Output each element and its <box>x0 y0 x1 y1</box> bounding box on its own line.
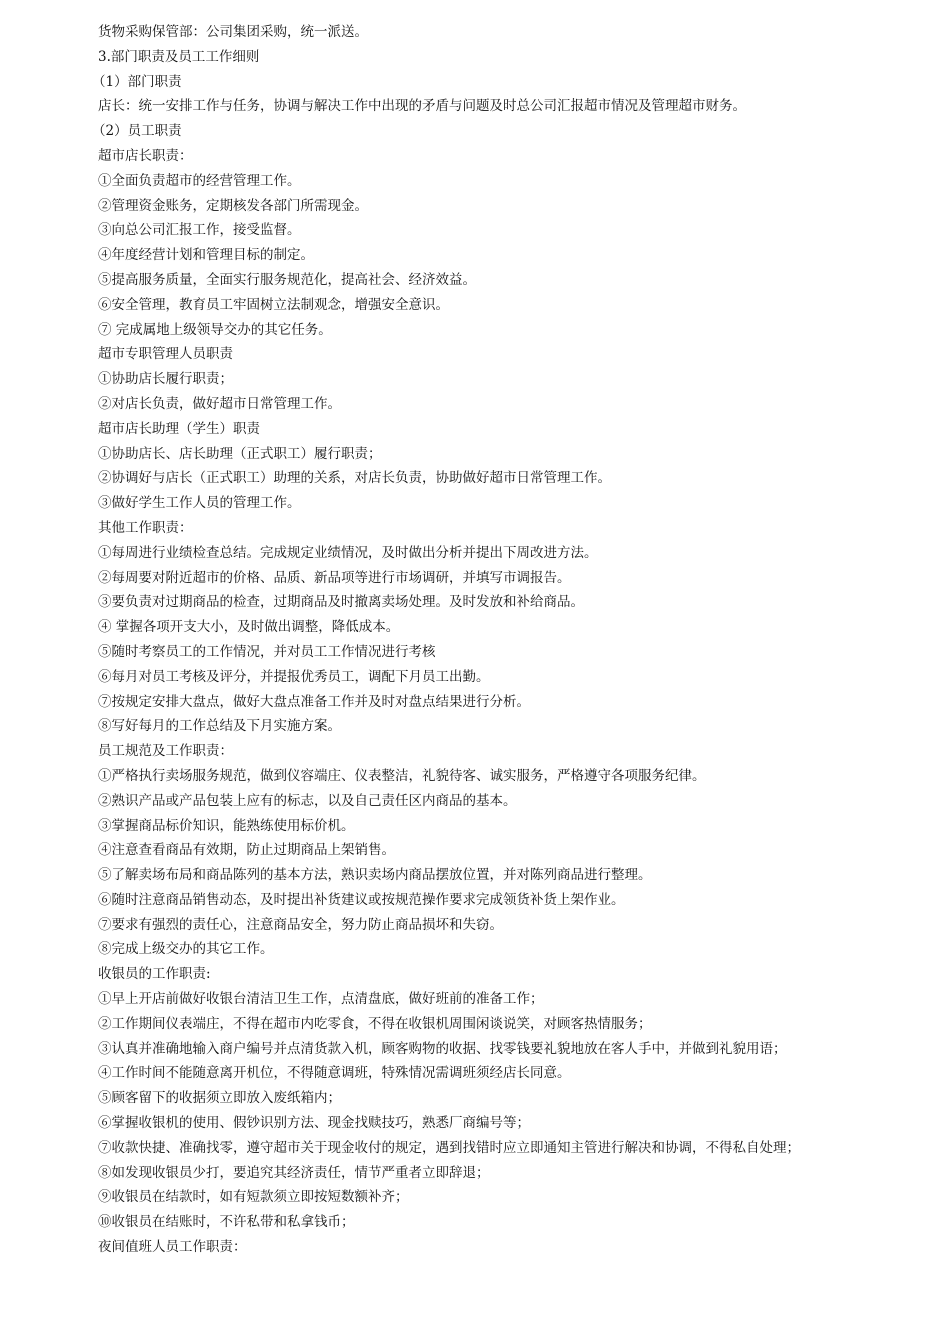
subsection-heading: （2）员工职责 <box>92 123 182 140</box>
list-item: ②协调好与店长（正式职工）助理的关系，对店长负责，协助做好超市日常管理工作。 <box>98 470 611 487</box>
list-item: ⑨收银员在结款时，如有短款须立即按短数额补齐； <box>98 1189 409 1206</box>
document-page <box>0 20 950 1260</box>
list-item: ①每周进行业绩检查总结。完成规定业绩情况，及时做出分析并提出下周改进方法。 <box>98 544 598 561</box>
list-item: ⑧如发现收银员少打，要追究其经济责任，情节严重者立即辞退； <box>98 1164 490 1181</box>
list-item: ②每周要对附近超市的价格、品质、新品项等进行市场调研，并填写市调报告。 <box>98 569 571 586</box>
list-item: ⑤随时考察员工的工作情况，并对员工工作情况进行考核 <box>98 643 436 660</box>
list-item: ⑥掌握收银机的使用、假钞识别方法、现金找赎技巧，熟悉厂商编号等； <box>98 1115 530 1132</box>
list-item: ③掌握商品标价知识，能熟练使用标价机。 <box>98 817 355 834</box>
text-line: 货物采购保管部：公司集团采购，统一派送。 <box>98 24 368 40</box>
list-item: ①全面负责超市的经营管理工作。 <box>98 172 301 189</box>
list-item: ①严格执行卖场服务规范，做到仪容端庄、仪表整洁，礼貌待客、诚实服务，严格遵守各项服务纪律。 <box>98 767 706 784</box>
list-item: ⑥安全管理，教育员工牢固树立法制观念，增强安全意识。 <box>98 296 449 313</box>
list-item: ④工作时间不能随意离开机位，不得随意调班，特殊情况需调班须经店长同意。 <box>98 1065 571 1082</box>
item-heading: 其他工作职责： <box>98 519 193 536</box>
list-item: ③认真并准确地输入商户编号并点清货款入机，顾客购物的收据、找零钱要礼貌地放在客人手中，并做到礼貌用语； <box>98 1040 787 1057</box>
list-item: ④注意查看商品有效期，防止过期商品上架销售。 <box>98 842 395 859</box>
list-item: ⑧写好每月的工作总结及下月实施方案。 <box>98 718 341 735</box>
list-item: ⑤了解卖场布局和商品陈列的基本方法，熟识卖场内商品摆放位置，并对陈列商品进行整理。 <box>98 867 652 884</box>
list-item: ③做好学生工作人员的管理工作。 <box>98 495 301 512</box>
item-heading: 员工规范及工作职责： <box>98 743 233 760</box>
list-item: ③要负责对过期商品的检查，过期商品及时撤离卖场处理。及时发放和补给商品。 <box>98 594 584 611</box>
subsection-heading: （1）部门职责 <box>92 73 182 90</box>
list-item: ⑥随时注意商品销售动态，及时提出补货建议或按规范操作要求完成领货补货上架作业。 <box>98 891 625 908</box>
item-heading: 收银员的工作职责: <box>98 966 211 983</box>
item-heading: 超市店长助理（学生）职责 <box>98 420 260 437</box>
list-item: ②熟识产品或产品包装上应有的标志，以及自己责任区内商品的基本。 <box>98 792 517 809</box>
list-item: ②对店长负责，做好超市日常管理工作。 <box>98 395 341 412</box>
item-heading: 超市专职管理人员职责 <box>98 346 233 363</box>
item-heading: 超市店长职责： <box>98 147 193 164</box>
list-item: ⑥每月对员工考核及评分，并提报优秀员工，调配下月员工出勤。 <box>98 668 490 685</box>
list-item: ②管理资金账务，定期核发各部门所需现金。 <box>98 197 368 214</box>
list-item: ①协助店长履行职责； <box>98 371 233 388</box>
list-item: ⑦ 完成属地上级领导交办的其它任务。 <box>98 321 332 338</box>
list-item: ⑩收银员在结账时，不许私带和私拿钱币； <box>98 1214 355 1231</box>
list-item: ④ 掌握各项开支大小，及时做出调整，降低成本。 <box>98 619 400 636</box>
list-item: ⑤顾客留下的收据须立即放入废纸箱内； <box>98 1090 341 1107</box>
list-item: ①早上开店前做好收银台清洁卫生工作，点清盘底，做好班前的准备工作； <box>98 991 544 1008</box>
list-item: ③向总公司汇报工作，接受监督。 <box>98 222 301 239</box>
list-item: ⑧完成上级交办的其它工作。 <box>98 941 274 958</box>
item-heading: 夜间值班人员工作职责： <box>98 1239 247 1256</box>
list-item: ②工作期间仪表端庄，不得在超市内吃零食，不得在收银机周围闲谈说笑，对顾客热情服务； <box>98 1015 652 1032</box>
section-heading: 3.部门职责及员工工作细则 <box>98 48 260 65</box>
list-item: ⑦要求有强烈的责任心，注意商品安全，努力防止商品损坏和失窃。 <box>98 916 503 933</box>
list-item: ①协助店长、店长助理（正式职工）履行职责； <box>98 445 382 462</box>
list-item: ⑦按规定安排大盘点，做好大盘点准备工作并及时对盘点结果进行分析。 <box>98 693 530 710</box>
list-item: ⑤提高服务质量，全面实行服务规范化，提高社会、经济效益。 <box>98 271 476 288</box>
list-item: ⑦收款快捷、准确找零，遵守超市关于现金收付的规定，遇到找错时应立即通知主管进行解决和协调，不得私自处理； <box>98 1139 800 1156</box>
text-line: 店长：统一安排工作与任务，协调与解决工作中出现的矛盾与问题及时总公司汇报超市情况及管理超市财务。 <box>98 98 746 115</box>
list-item: ④年度经营计划和管理目标的制定。 <box>98 247 314 264</box>
